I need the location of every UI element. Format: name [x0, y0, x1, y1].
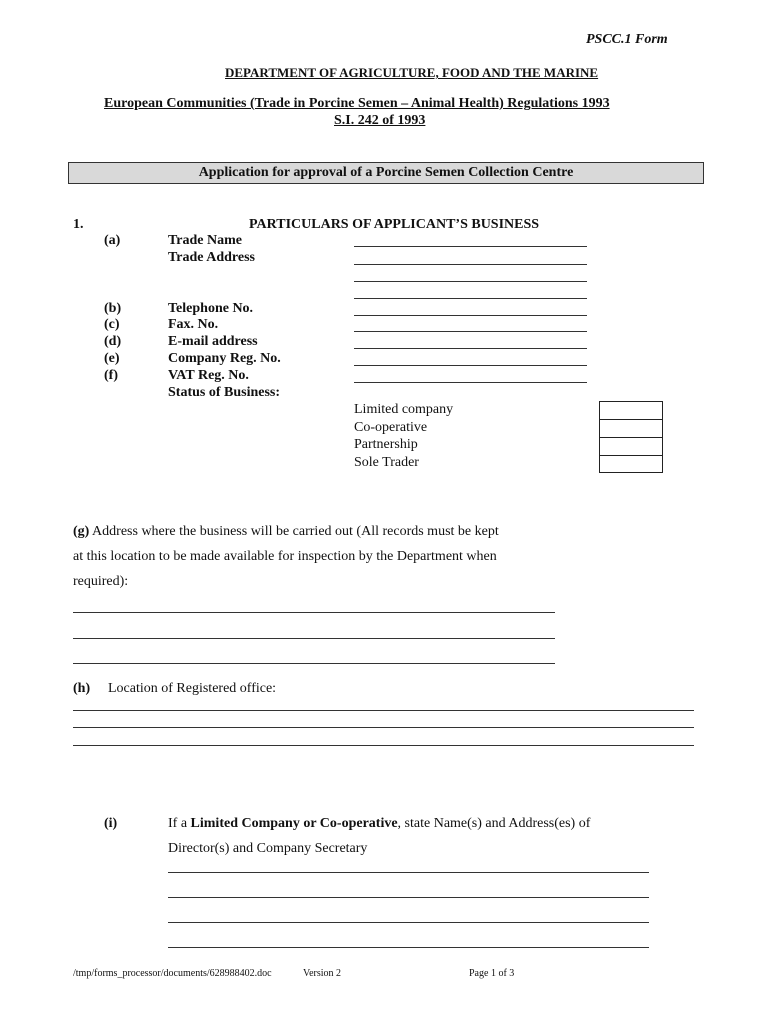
g-address-line-3[interactable]	[73, 663, 555, 664]
section-i-line-2: Director(s) and Company Secretary	[168, 841, 368, 856]
checkbox-limited-company[interactable]	[599, 401, 663, 420]
i-directors-line-3[interactable]	[168, 922, 649, 923]
footer-version: Version 2	[303, 968, 342, 979]
status-option-limited: Limited company	[354, 402, 454, 417]
company-reg-line[interactable]	[354, 365, 587, 366]
field-letter-c: (c)	[104, 317, 120, 332]
field-label-email: E-mail address	[168, 334, 258, 349]
department-title: DEPARTMENT OF AGRICULTURE, FOOD AND THE MARINE	[225, 65, 599, 80]
trade-address-line-2[interactable]	[354, 281, 587, 282]
field-label-fax: Fax. No.	[168, 317, 219, 332]
h-office-line-3[interactable]	[73, 745, 694, 746]
field-label-trade-name: Trade Name	[168, 233, 242, 248]
regulation-title: European Communities (Trade in Porcine Semen – Animal Health) Regulations 1993	[104, 96, 610, 111]
field-label-telephone: Telephone No.	[168, 301, 254, 316]
footer-page: Page 1 of 3	[469, 968, 515, 979]
i-directors-line-4[interactable]	[168, 947, 649, 948]
field-letter-f: (f)	[104, 368, 118, 383]
g-address-line-1[interactable]	[73, 612, 555, 613]
section-g-line-2: at this location to be made available for inspection by the Department when	[73, 549, 497, 564]
section-g-text-1: Address where the business will be carried out (All records must be kept	[89, 524, 499, 539]
h-office-line-1[interactable]	[73, 710, 694, 711]
email-line[interactable]	[354, 348, 587, 349]
section-i-line-1	[168, 816, 590, 832]
field-label-trade-address: Trade Address	[168, 250, 255, 265]
section-i-suffix: , state Name(s) and Address(es) of	[397, 816, 591, 831]
form-title-banner: Application for approval of a Porcine Semen Collection Centre	[68, 162, 704, 184]
trade-name-line[interactable]	[354, 246, 587, 247]
section-i-prefix: If a	[168, 816, 191, 831]
checkbox-sole-trader[interactable]	[599, 455, 663, 473]
section-h-text: Location of Registered office:	[108, 681, 277, 696]
g-address-line-2[interactable]	[73, 638, 555, 639]
trade-address-line-1[interactable]	[354, 264, 587, 265]
status-option-partnership: Partnership	[354, 437, 418, 452]
field-letter-e: (e)	[104, 351, 120, 366]
field-letter-b: (b)	[104, 301, 122, 316]
status-option-sole-trader: Sole Trader	[354, 455, 419, 470]
trade-address-line-3[interactable]	[354, 298, 587, 299]
status-label: Status of Business:	[168, 385, 281, 400]
section-number: 1.	[73, 217, 84, 232]
status-option-cooperative: Co-operative	[354, 420, 428, 435]
i-directors-line-2[interactable]	[168, 897, 649, 898]
checkbox-co-operative[interactable]	[599, 419, 663, 438]
footer-path: /tmp/forms_processor/documents/628988402.doc	[73, 968, 272, 979]
field-label-vat: VAT Reg. No.	[168, 368, 249, 383]
section-i-letter: (i)	[104, 816, 118, 831]
section-h-letter: (h)	[73, 681, 91, 696]
telephone-line[interactable]	[354, 315, 587, 316]
field-letter-d: (d)	[104, 334, 122, 349]
fax-line[interactable]	[354, 331, 587, 332]
section-g-line-3: required):	[73, 574, 129, 589]
section-heading: PARTICULARS OF APPLICANT’S BUSINESS	[249, 217, 540, 232]
i-directors-line-1[interactable]	[168, 872, 649, 873]
vat-line[interactable]	[354, 382, 587, 383]
section-g-letter: (g)	[73, 524, 90, 539]
h-office-line-2[interactable]	[73, 727, 694, 728]
section-g-line-1	[73, 524, 499, 540]
field-label-company-reg: Company Reg. No.	[168, 351, 281, 366]
section-i-bold: Limited Company or Co-operative	[190, 816, 398, 831]
form-code: PSCC.1 Form	[586, 32, 668, 47]
field-letter-a: (a)	[104, 233, 121, 248]
checkbox-partnership[interactable]	[599, 437, 663, 456]
si-number: S.I. 242 of 1993	[334, 113, 426, 128]
